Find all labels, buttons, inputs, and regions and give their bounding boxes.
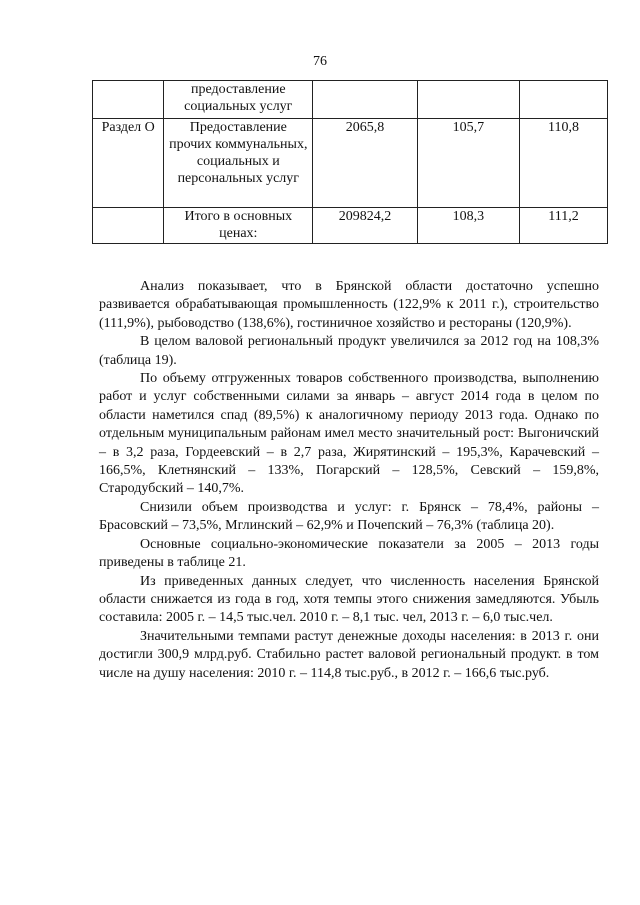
table-cell-value xyxy=(520,81,608,119)
table-cell-value: 209824,2 xyxy=(313,208,417,244)
table-row xyxy=(93,119,608,208)
table-cell-code xyxy=(93,81,164,119)
table-cell-value xyxy=(313,81,417,119)
table-cell-code xyxy=(93,208,164,244)
paragraph: Снизили объем производства и услуг: г. Брянск – 78,4%, районы – Брасовский – 73,5%, Мглинский – 62,9% и Почепский – 76,3% (таблица 20). xyxy=(99,499,599,534)
table-cell-value: 2065,8 xyxy=(313,119,417,208)
table-cell-name: предоставление социальных услуг xyxy=(164,81,313,119)
paragraph: Анализ показывает, что в Брянской области достаточно успешно развивается обрабатывающая промышленность (122,9% к 2011 г.), строительство (111,9%), рыбоводство (138,6%), гостиничное хозяйство и рестораны (120,9%). xyxy=(99,279,599,331)
table-cell-code: Раздел O xyxy=(93,119,164,208)
page-number: 76 xyxy=(313,54,327,69)
table-cell-value: 105,7 xyxy=(417,119,519,208)
paragraph: Из приведенных данных следует, что численность населения Брянской области снижается из года в год, хотя темпы этого снижения замедляются. Убыль составила: 2005 г. – 14,5 тыс.чел. 2010 г. – 8,1 тыс. чел, 2013 г. – 6,0 тыс.чел. xyxy=(99,573,599,626)
table-row xyxy=(93,81,608,119)
table-cell-value: 108,3 xyxy=(417,208,519,244)
body-text xyxy=(99,278,599,683)
table-cell-name: Предоставление прочих коммунальных, социальных и персональных услуг xyxy=(164,119,313,208)
paragraph: Значительными темпами растут денежные доходы населения: в 2013 г. они достигли 300,9 млрд.руб. Стабильно растет валовой региональный продукт. в том числе на душу населения: 2010 г. – 114,8 тыс.руб., в 2012 г. – 166,6 тыс.руб. xyxy=(99,628,599,681)
table-cell-value xyxy=(417,81,519,119)
table-cell-name: Итого в основных ценах: xyxy=(164,208,313,244)
paragraph: В целом валовой региональный продукт увеличился за 2012 год на 108,3% (таблица 19). xyxy=(99,334,599,368)
table-cell-value: 111,2 xyxy=(520,208,608,244)
table-cell-value: 110,8 xyxy=(520,119,608,208)
paragraph: По объему отгруженных товаров собственного производства, выполнению работ и услуг собственными силами за январь – август 2014 года в целом по области наметился спад (89,5%) к аналогичному периоду 2013 года. Однако по отдельным муниципальным районам имел место значительный рост: Выгоничский – в 3,2 раза, Гордеевский – в 2,7 раза, Жирятинский – 195,3%, Карачевский – 166,5%, Клетнянский – 133%, Погарский – 128,5%, Севский – 159,8%, Стародубский – 140,7%. xyxy=(99,371,599,497)
data-table xyxy=(92,80,608,244)
table-row xyxy=(93,208,608,244)
paragraph: Основные социально-экономические показатели за 2005 – 2013 годы приведены в таблице 21. xyxy=(99,536,599,571)
